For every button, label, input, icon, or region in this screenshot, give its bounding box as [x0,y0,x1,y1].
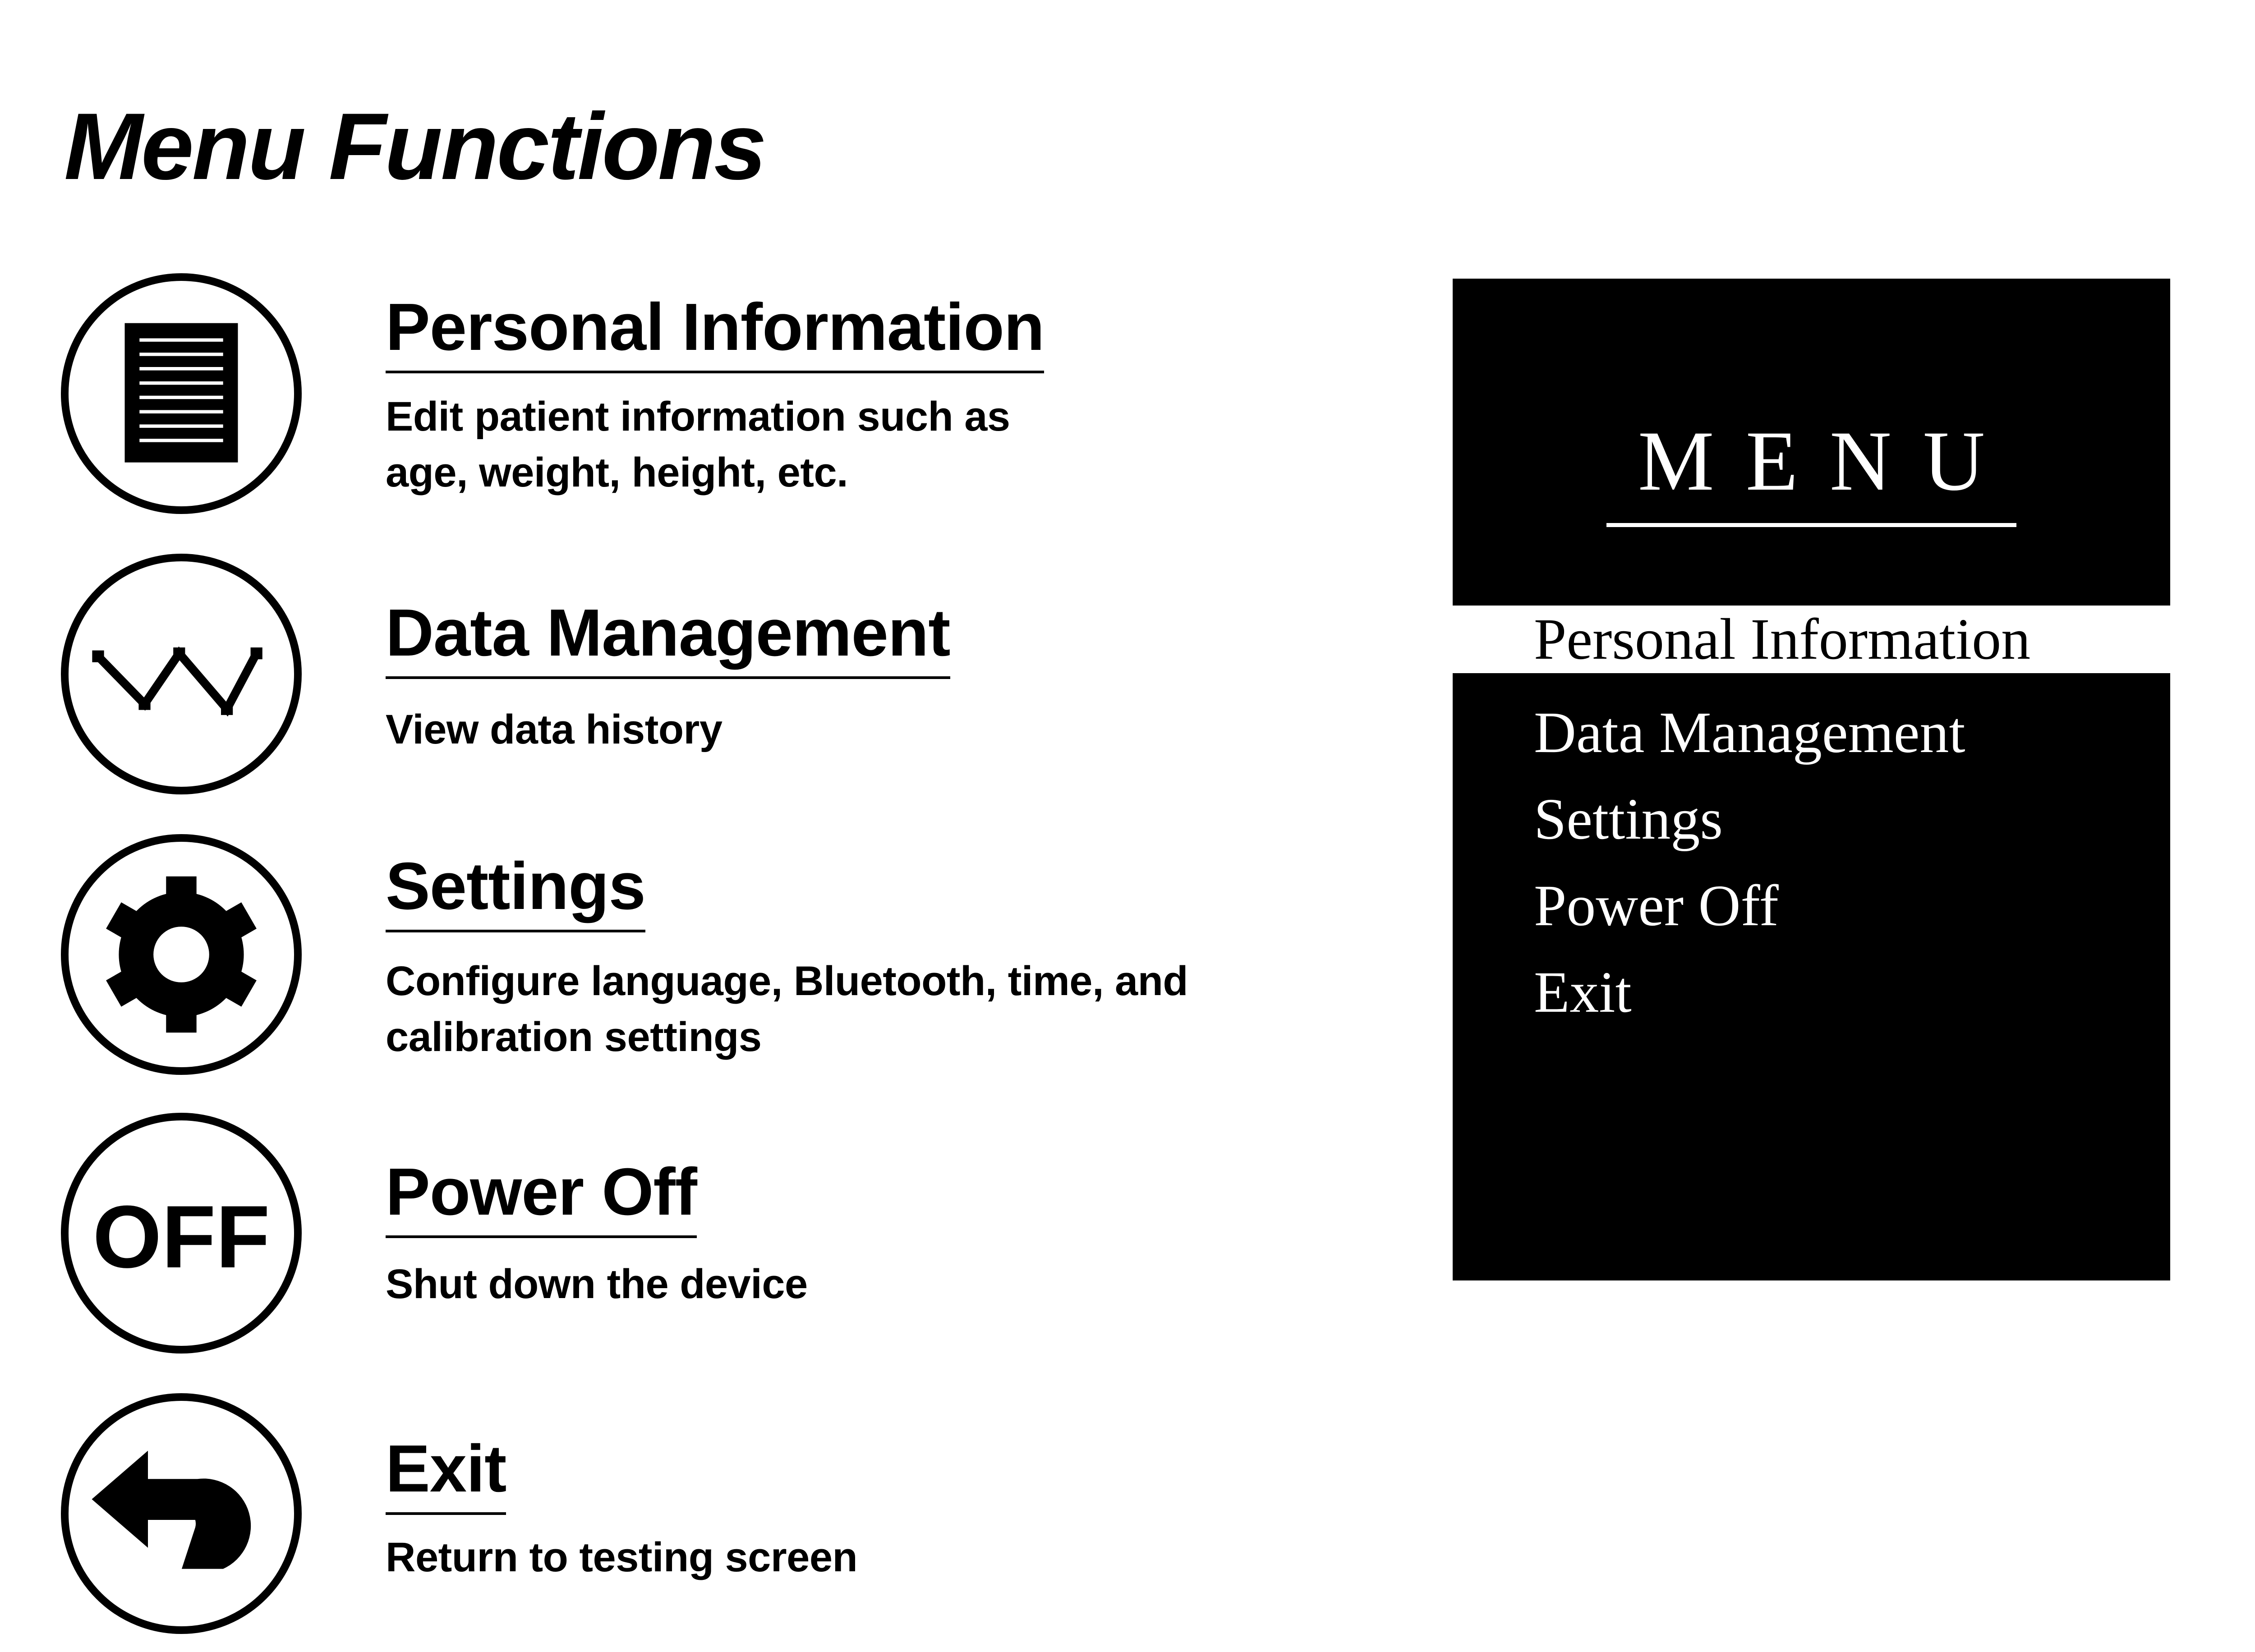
settings-title: Settings [386,853,645,932]
device-menu-item-data-management[interactable]: Data Management [1534,700,1965,765]
exit-description: Return to testing screen [386,1534,858,1580]
document-icon [61,273,302,514]
personal-information-description: Edit patient information such as age, weight, height, etc. [386,394,1010,496]
off-icon [61,1113,302,1354]
device-menu-header-label: MENU [1606,418,2016,527]
off-icon-text: OFF [92,1187,270,1286]
page-title: Menu Functions [64,93,765,199]
personal-information-title: Personal Information [386,294,1044,373]
power-off-title: Power Off [386,1159,697,1238]
device-menu-screen [1453,279,2170,1280]
gear-icon [61,834,302,1075]
data-management-title: Data Management [386,600,950,679]
device-menu-item-personal-information[interactable]: Personal Information [1453,606,2170,673]
device-menu-item-exit[interactable]: Exit [1534,960,1632,1025]
device-menu-header [1453,414,2170,527]
power-off-description: Shut down the device [386,1261,808,1307]
exit-title: Exit [386,1436,506,1515]
data-management-description: View data history [386,707,723,753]
device-menu-item-power-off[interactable]: Power Off [1534,873,1779,938]
line-graph-icon [61,554,302,794]
return-arrow-icon [61,1393,302,1634]
device-menu-item-settings[interactable]: Settings [1534,787,1723,852]
settings-description: Configure language, Bluetooth, time, and calibration settings [386,958,1188,1060]
